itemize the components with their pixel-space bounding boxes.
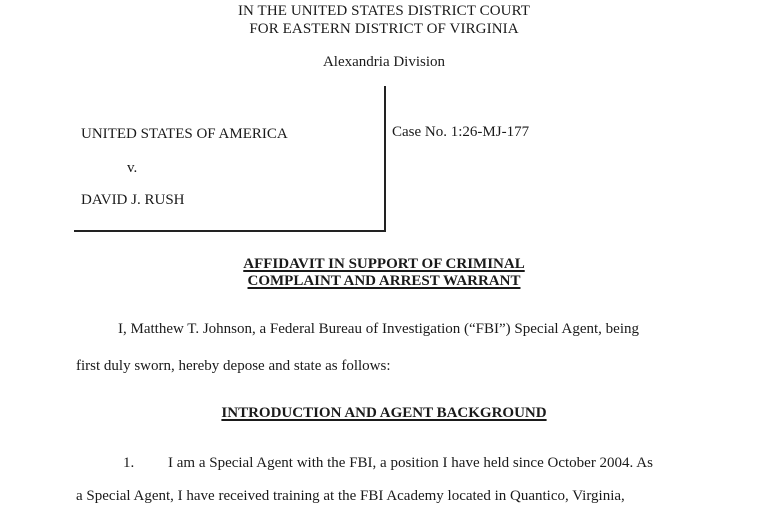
- defendant-name: DAVID J. RUSH: [81, 192, 185, 208]
- plaintiff-name: UNITED STATES OF AMERICA: [81, 126, 288, 142]
- caption-vertical-divider: [384, 86, 386, 232]
- intro-line-1: I, Matthew T. Johnson, a Federal Bureau of Investigation (“FBI”) Special Agent, being: [118, 321, 639, 337]
- intro-line-2: first duly sworn, hereby depose and state as follows:: [76, 358, 391, 374]
- court-division: Alexandria Division: [322, 54, 446, 70]
- paragraph-number: 1.: [123, 455, 135, 471]
- section-heading-introduction: INTRODUCTION AND AGENT BACKGROUND: [221, 405, 547, 421]
- paragraph-1-line-1: I am a Special Agent with the FBI, a position I have held since October 2004. As: [168, 455, 653, 471]
- document-title-line-2: COMPLAINT AND ARREST WARRANT: [247, 273, 521, 289]
- paragraph-1-line-2: a Special Agent, I have received training at the FBI Academy located in Quantico, Virginia,: [76, 488, 625, 504]
- versus-label: v.: [127, 160, 138, 176]
- court-name-line-2: FOR EASTERN DISTRICT OF VIRGINIA: [249, 21, 519, 37]
- document-title-line-1: AFFIDAVIT IN SUPPORT OF CRIMINAL: [243, 256, 525, 272]
- case-number: Case No. 1:26-MJ-177: [392, 124, 530, 140]
- court-name-line-1: IN THE UNITED STATES DISTRICT COURT: [237, 3, 531, 19]
- caption-horizontal-divider: [74, 230, 386, 232]
